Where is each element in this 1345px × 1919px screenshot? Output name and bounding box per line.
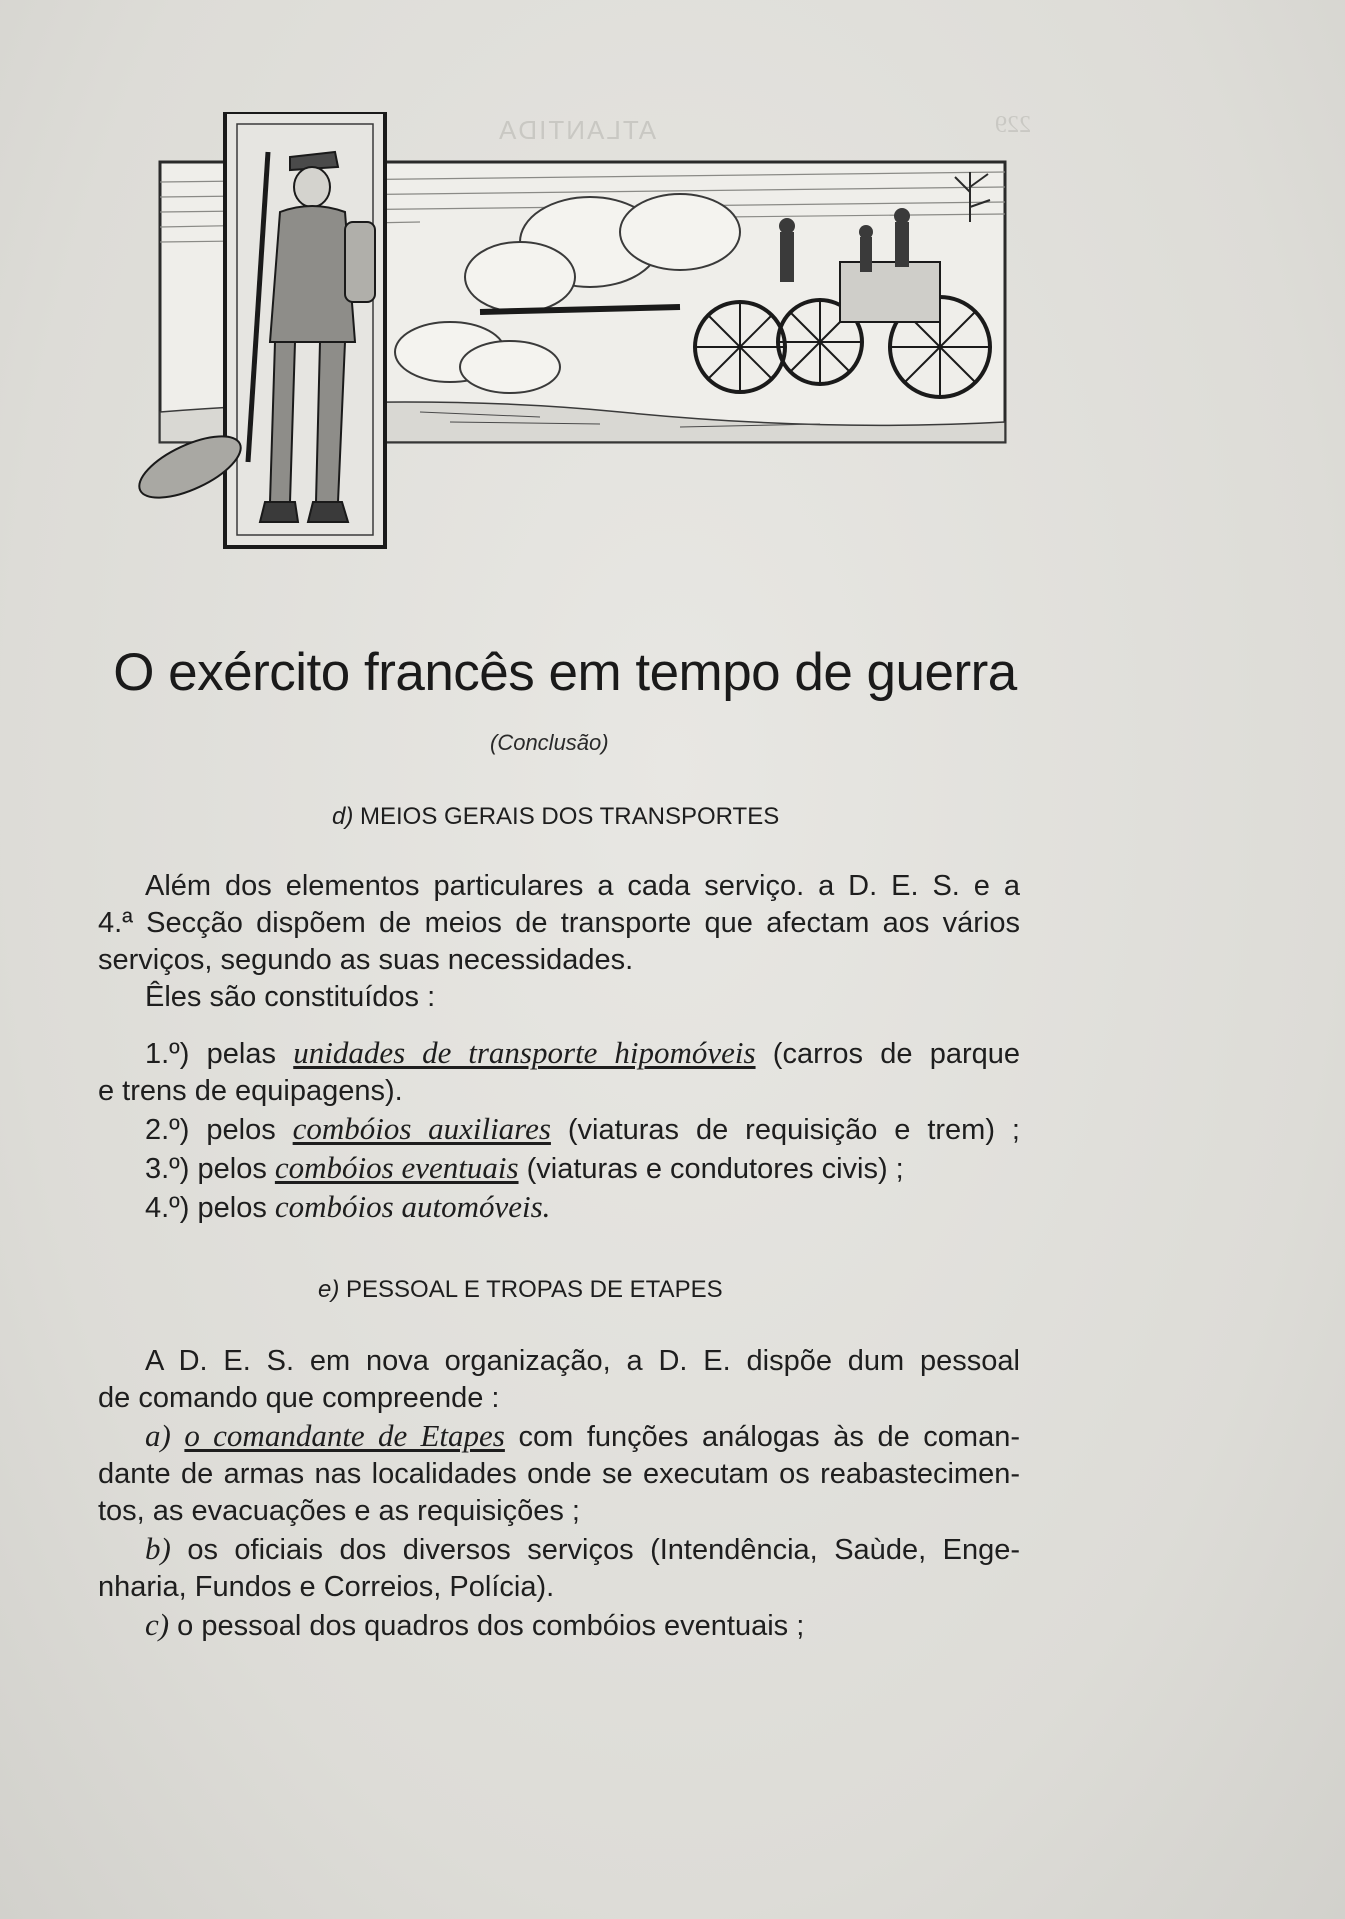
- section-d-p1-line3: serviços, segundo as suas necessidades.: [98, 944, 634, 976]
- item-b-line2: nharia, Fundos e Correios, Polícia).: [98, 1571, 555, 1603]
- item-a-term: o comandante de Etapes: [184, 1418, 505, 1453]
- section-d-p1-line1: Além dos elementos particulares a cada serviço. a D. E. S. e a: [145, 870, 1020, 902]
- item-b-line1: b) os oficiais dos diversos serviços (Intendência, Saùde, Enge-: [145, 1531, 1020, 1566]
- list-item-1-term: unidades de transporte hipomóveis: [293, 1035, 756, 1070]
- article-subtitle: (Conclusão): [490, 730, 609, 755]
- list-item-3: 3.º) pelos combóios eventuais (viaturas e condutores civis) ;: [145, 1150, 904, 1185]
- list-item-4-term: combóios automóveis.: [274, 1189, 551, 1224]
- list-item-1: 1.º) pelas unidades de transporte hipomóveis (carros de parque: [145, 1035, 1021, 1070]
- item-c-line1: c) o pessoal dos quadros dos combóios eventuais ;: [145, 1607, 805, 1642]
- section-d-body: [98, 868, 1020, 1227]
- section-d-title: MEIOS GERAIS DOS TRANSPORTES: [360, 803, 780, 830]
- section-e-p1-line2: de comando que compreende :: [98, 1382, 500, 1414]
- list-item-3-term: combóios eventuais: [274, 1150, 519, 1185]
- section-e-p1-line1: A D. E. S. em nova organização, a D. E. dispõe dum pessoal: [145, 1345, 1020, 1377]
- list-item-1-continuation: e trens de equipagens).: [98, 1075, 403, 1107]
- section-e-title: PESSOAL E TROPAS DE ETAPES: [346, 1276, 723, 1303]
- section-e-heading: [318, 1276, 723, 1304]
- item-a-line2: dante de armas nas localidades onde se executam os reabastecimen-: [98, 1458, 1020, 1490]
- item-a-line1: a) o comandante de Etapes com funções análogas às de coman-: [145, 1418, 1020, 1453]
- item-a-line3: tos, as evacuações e as requisições ;: [98, 1495, 580, 1527]
- section-d-heading: [332, 803, 779, 831]
- bleed-through-running-head: ATLANTIDA: [497, 115, 657, 145]
- section-e-letter: e): [318, 1276, 340, 1303]
- list-item-2: 2.º) pelos combóios auxiliares (viaturas de requisição e trem) ;: [145, 1111, 1020, 1146]
- bleed-through-page-number: 229: [995, 112, 1031, 138]
- soldier-artillery-illustration: [120, 112, 1010, 602]
- section-d-p1-line2: 4.ª Secção dispõem de meios de transporte que afectam aos vários: [98, 907, 1020, 939]
- list-item-2-term: combóios auxiliares: [292, 1111, 551, 1146]
- section-e-body: [98, 1343, 1020, 1645]
- article-title: O exército francês em tempo de guerra: [113, 643, 1017, 702]
- list-item-4: 4.º) pelos combóios automóveis.: [145, 1189, 551, 1224]
- section-d-p2: Êles são constituídos :: [145, 981, 436, 1013]
- section-d-letter: d): [332, 803, 354, 830]
